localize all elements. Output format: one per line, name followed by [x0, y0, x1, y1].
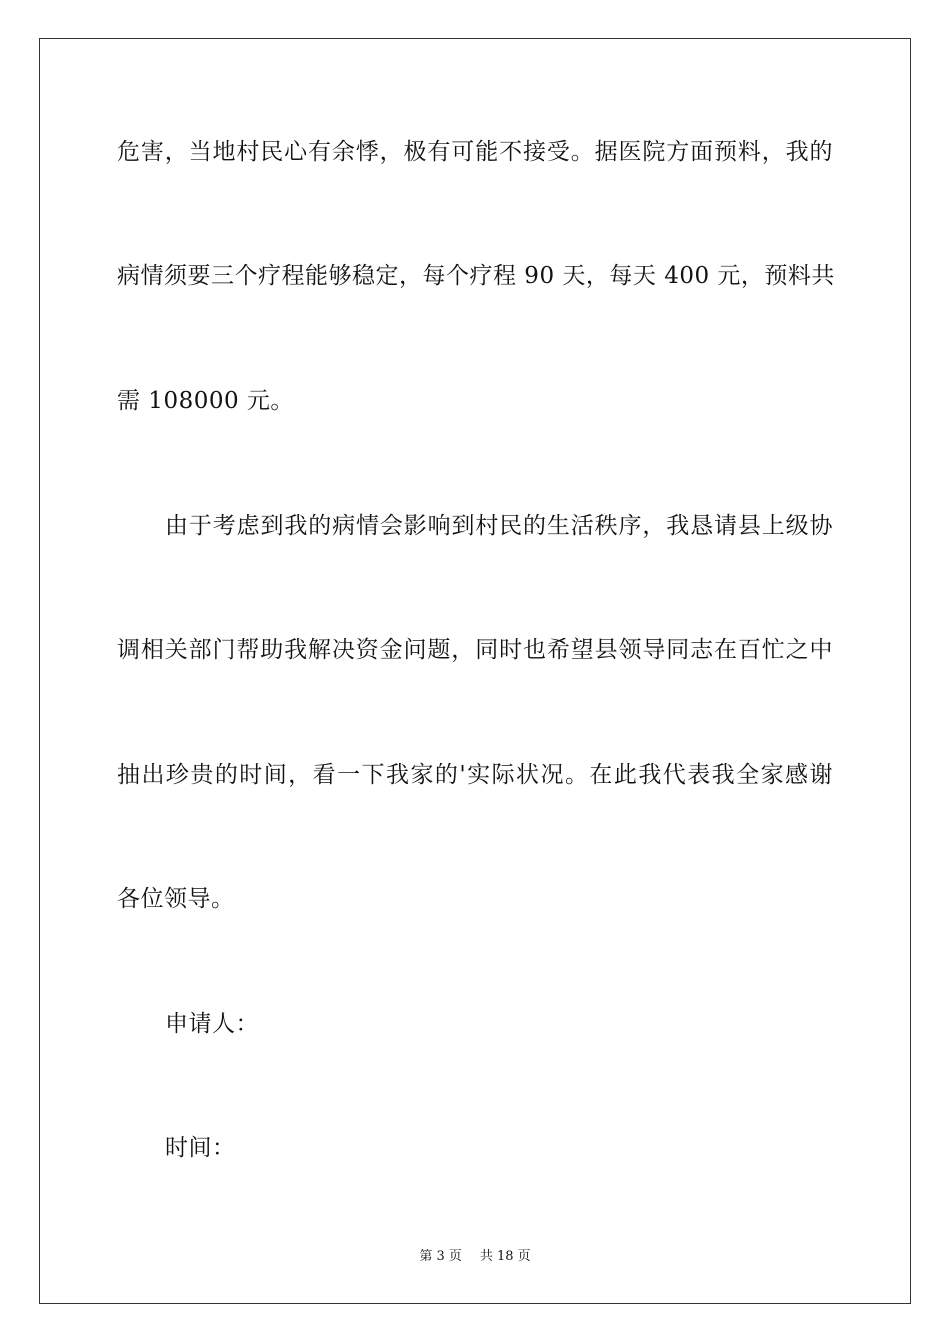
page-frame [39, 38, 911, 1304]
text-line-1: 危害，当地村民心有余悸，极有可能不接受。据医院方面预料，我的 [117, 139, 833, 165]
page-number-current: 第 3 页 [419, 1249, 462, 1264]
text-line-3: 需 108000 元。 [117, 388, 294, 414]
text-line-2: 病情须要三个疗程能够稳定，每个疗程 90 天，每天 400 元，预料共 [117, 263, 835, 289]
page-number-total: 共 18 页 [479, 1249, 531, 1264]
page-footer [0, 1248, 950, 1266]
applicant-label: 申请人： [165, 1011, 259, 1037]
text-line-4: 由于考虑到我的病情会影响到村民的生活秩序，我恳请县上级协 [165, 513, 833, 539]
text-line-5: 调相关部门帮助我解决资金问题，同时也希望县领导同志在百忙之中 [117, 637, 833, 663]
date-label: 时间： [165, 1135, 236, 1161]
text-line-7: 各位领导。 [117, 886, 235, 912]
text-line-6: 抽出珍贵的时间，看一下我家的'实际状况。在此我代表我全家感谢 [117, 762, 833, 788]
